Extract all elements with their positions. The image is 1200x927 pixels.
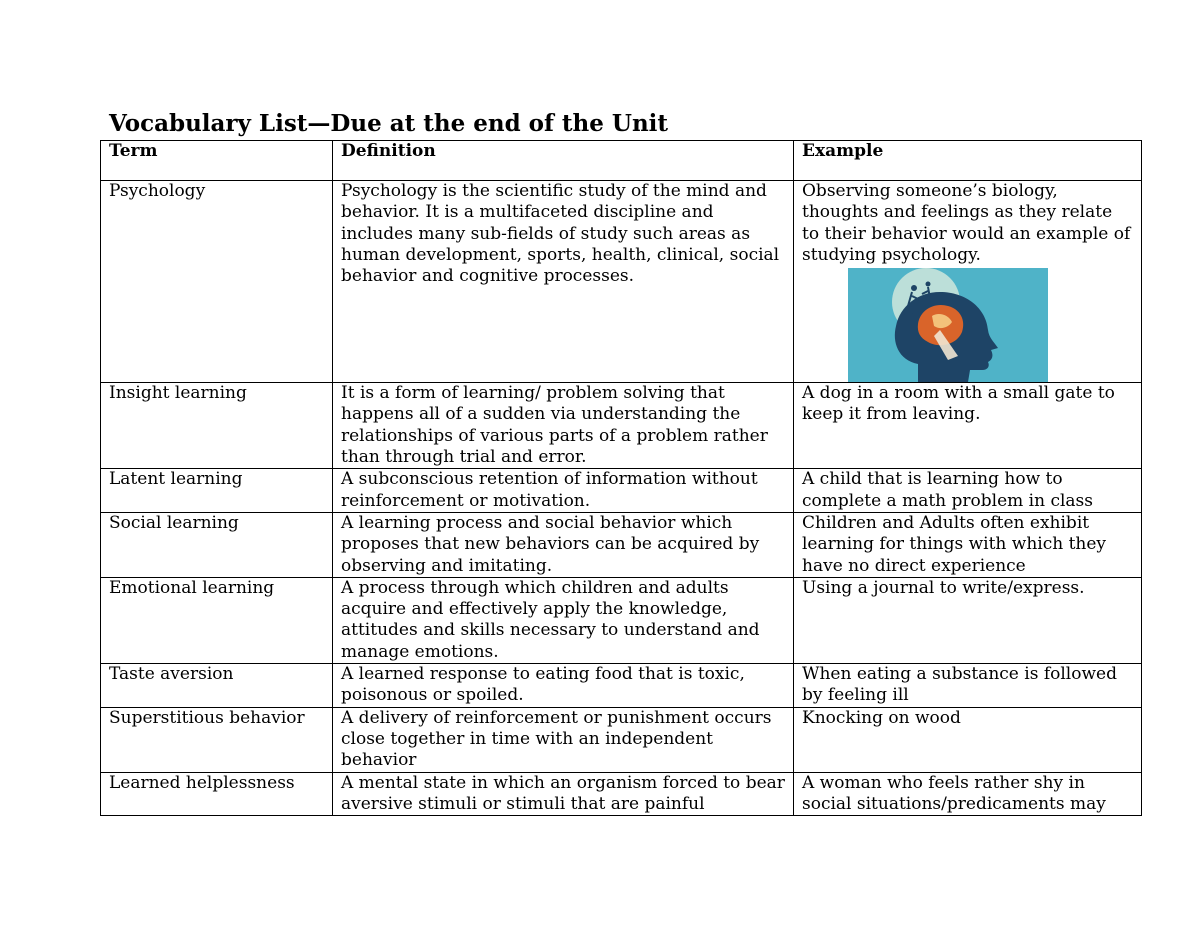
definition-cell: Psychology is the scientific study of the mind and behavior. It is a multifaceted discipline and includes many sub-fields of study such areas as human development, sports, health, clinical, social behavior and cognitive processes. bbox=[333, 181, 794, 383]
term-cell: Insight learning bbox=[101, 383, 333, 469]
definition-cell: A process through which children and adults acquire and effectively apply the knowledge, attitudes and skills necessary to understand and manage emotions. bbox=[333, 577, 794, 663]
example-cell: Using a journal to write/express. bbox=[794, 577, 1142, 663]
term-cell: Taste aversion bbox=[101, 664, 333, 708]
table-row bbox=[101, 383, 1142, 469]
table-row bbox=[101, 707, 1142, 772]
table-row bbox=[101, 772, 1142, 816]
table-row bbox=[101, 512, 1142, 577]
example-cell bbox=[794, 181, 1142, 383]
example-text: Observing someone’s biology, thoughts and feelings as they relate to their behavior would an example of studying psychology. bbox=[802, 181, 1131, 265]
header-example: Example bbox=[794, 141, 1142, 181]
table-row bbox=[101, 469, 1142, 513]
example-cell: Knocking on wood bbox=[794, 707, 1142, 772]
example-cell: Children and Adults often exhibit learning for things with which they have no direct experience bbox=[794, 512, 1142, 577]
example-cell: A dog in a room with a small gate to keep it from leaving. bbox=[794, 383, 1142, 469]
example-cell: A woman who feels rather shy in social situations/predicaments may bbox=[794, 772, 1142, 816]
term-cell: Superstitious behavior bbox=[101, 707, 333, 772]
header-term: Term bbox=[101, 141, 333, 181]
page-title: Vocabulary List—Due at the end of the Unit bbox=[109, 110, 669, 137]
definition-cell: A delivery of reinforcement or punishment occurs close together in time with an independent behavior bbox=[333, 707, 794, 772]
table-row bbox=[101, 181, 1142, 383]
definition-cell: A mental state in which an organism forced to bear aversive stimuli or stimuli that are painful bbox=[333, 772, 794, 816]
term-cell: Psychology bbox=[101, 181, 333, 383]
example-cell: A child that is learning how to complete a math problem in class bbox=[794, 469, 1142, 513]
definition-cell: A learning process and social behavior which proposes that new behaviors can be acquired by observing and imitating. bbox=[333, 512, 794, 577]
term-cell: Learned helplessness bbox=[101, 772, 333, 816]
term-cell: Latent learning bbox=[101, 469, 333, 513]
example-cell: When eating a substance is followed by feeling ill bbox=[794, 664, 1142, 708]
table-row bbox=[101, 664, 1142, 708]
term-cell: Social learning bbox=[101, 512, 333, 577]
definition-cell: A subconscious retention of information without reinforcement or motivation. bbox=[333, 469, 794, 513]
header-row bbox=[101, 141, 1142, 181]
table-row bbox=[101, 577, 1142, 663]
definition-cell: It is a form of learning/ problem solving that happens all of a sudden via understanding the relationships of various parts of a problem rather than through trial and error. bbox=[333, 383, 794, 469]
definition-cell: A learned response to eating food that is toxic, poisonous or spoiled. bbox=[333, 664, 794, 708]
term-cell: Emotional learning bbox=[101, 577, 333, 663]
vocabulary-table bbox=[100, 140, 1142, 816]
header-definition: Definition bbox=[333, 141, 794, 181]
head-with-brain-illustration bbox=[848, 268, 1048, 382]
